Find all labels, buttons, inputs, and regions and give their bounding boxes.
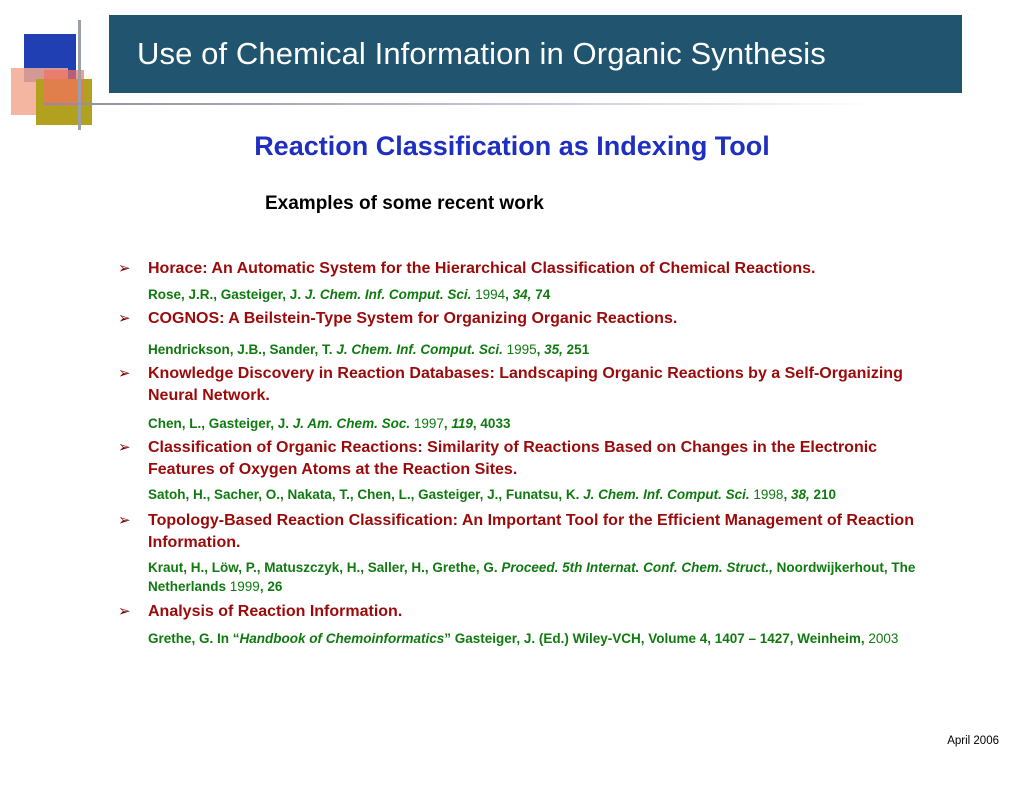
bullet-arrow-icon: ➢ <box>118 310 131 327</box>
citation-volume: 119 <box>451 416 473 431</box>
citation-journal: Handbook of Chemoinformatics <box>239 631 445 646</box>
citation-journal: J. Chem. Inf. Comput. Sci. <box>583 487 750 502</box>
citation-journal: Proceed. 5th Internat. Conf. Chem. Struct., <box>501 560 773 575</box>
citation-year: 2003 <box>864 631 899 646</box>
citation-journal: J. Am. Chem. Soc. <box>292 416 411 431</box>
citation-year: 1998 <box>749 487 784 502</box>
citation-year: 1997 <box>410 416 444 431</box>
bullet-arrow-icon: ➢ <box>118 439 131 456</box>
citation-authors: Chen, L., Gasteiger, J. <box>148 416 293 431</box>
citation-year: 1994 <box>471 287 506 302</box>
reference-item <box>118 437 938 504</box>
citation-sep: , <box>259 579 268 594</box>
reference-citation <box>148 485 938 504</box>
citation-year: 1995 <box>502 342 537 357</box>
citation-volume: 34, <box>512 287 532 302</box>
citation-authors: Rose, J.R., Gasteiger, J. <box>148 287 305 302</box>
bullet-arrow-icon: ➢ <box>118 365 131 382</box>
reference-citation <box>148 340 938 359</box>
citation-pages: 210 <box>809 487 837 502</box>
citation-journal: J. Chem. Inf. Comput. Sci. <box>336 342 503 357</box>
citation-year: 1999 <box>226 579 260 594</box>
examples-heading: Examples of some recent work <box>265 193 544 214</box>
slide-subtitle: Reaction Classification as Indexing Tool <box>254 131 770 161</box>
reference-item <box>118 601 938 648</box>
citation-pages: 251 <box>562 342 590 357</box>
reference-title: COGNOS: A Beilstein-Type System for Organizing Organic Reactions. <box>148 310 678 327</box>
reference-citation <box>148 629 938 648</box>
reference-title: Knowledge Discovery in Reaction Databases: Landscaping Organic Reactions by a Self-Organizing Neural Network. <box>148 365 903 404</box>
reference-item <box>118 308 938 359</box>
citation-sep: , <box>505 287 513 302</box>
decor-vertical-line <box>78 20 81 130</box>
reference-title: Analysis of Reaction Information. <box>148 603 403 620</box>
citation-authors: Satoh, H., Sacher, O., Nakata, T., Chen, L., Gasteiger, J., Funatsu, K. <box>148 487 584 502</box>
reference-citation <box>148 414 938 433</box>
reference-list <box>118 258 938 648</box>
footer-date: April 2006 <box>947 735 999 747</box>
citation-journal: J. Chem. Inf. Comput. Sci. <box>304 287 472 302</box>
reference-citation <box>148 285 938 304</box>
citation-pages: 26 <box>267 579 283 594</box>
citation-pages: 74 <box>531 287 551 302</box>
citation-location: Noordwijkerhout, The Netherlands <box>148 560 916 594</box>
slide-title: Use of Chemical Information in Organic Synthesis <box>137 36 826 71</box>
bullet-arrow-icon: ➢ <box>118 260 131 277</box>
citation-sep: , <box>536 342 545 357</box>
decor-horizontal-line <box>44 103 874 105</box>
citation-authors: Grethe, G. In “ <box>148 631 240 646</box>
reference-item <box>118 510 938 596</box>
citation-authors: Kraut, H., Löw, P., Matuszczyk, H., Saller, H., Grethe, G. <box>148 560 502 575</box>
reference-citation <box>148 558 938 596</box>
citation-sep: , <box>443 416 452 431</box>
bullet-arrow-icon: ➢ <box>118 603 131 620</box>
reference-title: Topology-Based Reaction Classification: An Important Tool for the Efficient Management of Reaction Information. <box>148 512 914 551</box>
reference-title: Horace: An Automatic System for the Hierarchical Classification of Chemical Reactions. <box>148 260 816 277</box>
citation-location: ” Gasteiger, J. (Ed.) Wiley-VCH, Volume 4, 1407 – 1427, Weinheim, <box>444 631 865 646</box>
title-bar <box>109 15 962 93</box>
reference-item <box>118 258 938 304</box>
reference-title: Classification of Organic Reactions: Similarity of Reactions Based on Changes in the Electronic Features of Oxygen Atoms at the Reaction Sites. <box>148 439 878 478</box>
citation-pages: , 4033 <box>472 416 511 431</box>
reference-item <box>118 363 938 433</box>
citation-authors: Hendrickson, J.B., Sander, T. <box>148 342 337 357</box>
citation-sep: , <box>783 487 791 502</box>
citation-volume: 38, <box>790 487 810 502</box>
citation-volume: 35, <box>544 342 563 357</box>
bullet-arrow-icon: ➢ <box>118 512 131 529</box>
